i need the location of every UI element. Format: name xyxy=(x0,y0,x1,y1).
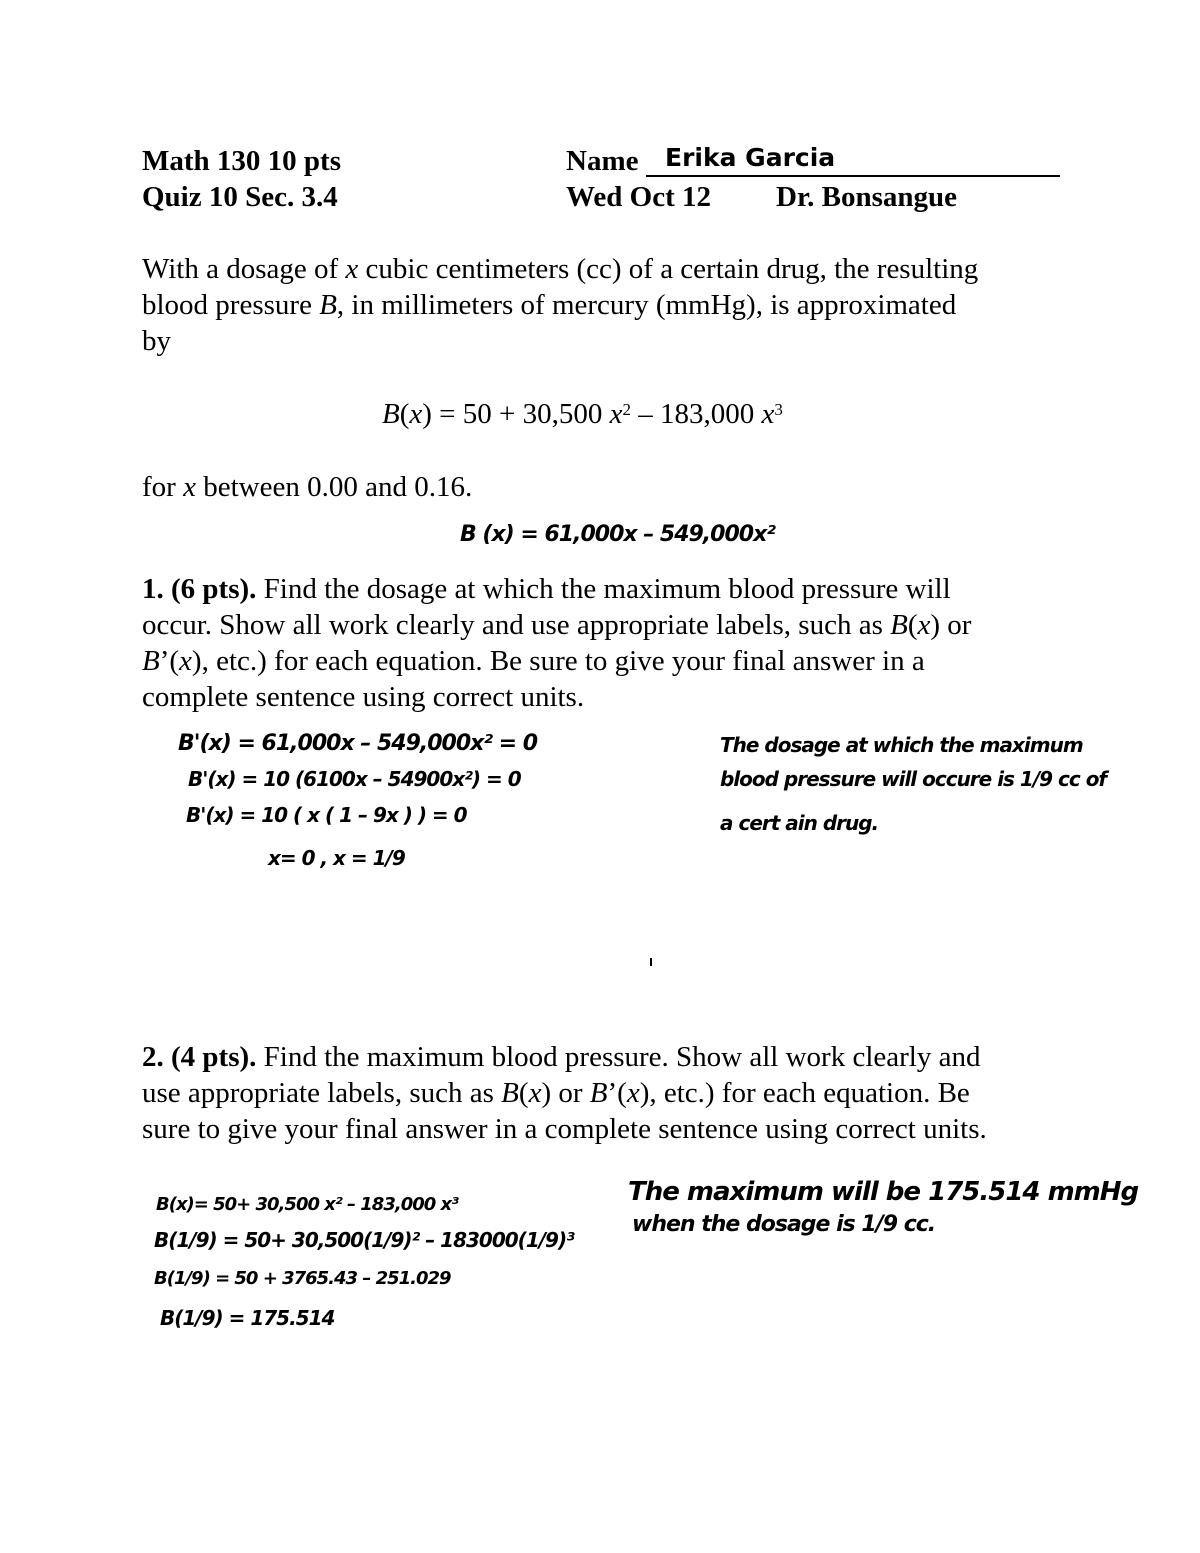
intro-line-1: With a dosage of x cubic centimeters (cc) of a certain drug, the resulting xyxy=(142,253,979,285)
q1-answer-line: The dosage at which the maximum xyxy=(720,733,1083,757)
question-2-line-1: 2. (4 pts). Find the maximum blood pressure. Show all work clearly and xyxy=(142,1041,981,1073)
intro-line-2: blood pressure B, in millimeters of mercury (mmHg), is approximated xyxy=(142,289,957,321)
q2-work-line: B(1/9) = 50+ 30,500(1/9)² – 183000(1/9)³ xyxy=(154,1228,574,1252)
q1-work-line: x= 0 , x = 1/9 xyxy=(268,846,405,870)
q2-work-line: B(x)= 50+ 30,500 x² – 183,000 x³ xyxy=(156,1194,459,1215)
question-1-line-2: occur. Show all work clearly and use appropriate labels, such as B(x) or xyxy=(142,609,972,641)
name-underline xyxy=(646,175,1060,177)
domain-statement: for x between 0.00 and 0.16. xyxy=(142,471,473,503)
q1-work-line: B'(x) = 10 (6100x – 54900x²) = 0 xyxy=(188,767,521,791)
quiz-date: Wed Oct 12 xyxy=(566,181,711,213)
question-1-line-3: B’(x), etc.) for each equation. Be sure to give your final answer in a xyxy=(142,645,925,677)
quiz-section: Quiz 10 Sec. 3.4 xyxy=(142,181,338,213)
q1-answer-line: blood pressure will occure is 1/9 cc of xyxy=(720,767,1107,791)
stray-mark xyxy=(650,958,652,966)
q1-work-line: B'(x) = 10 ( x ( 1 – 9x ) ) = 0 xyxy=(186,803,467,827)
handwritten-derivative: B (x) = 61,000x – 549,000x² xyxy=(460,522,775,547)
course-title: Math 130 10 pts xyxy=(142,145,341,177)
instructor: Dr. Bonsangue xyxy=(776,181,958,213)
q2-work-line: B(1/9) = 50 + 3765.43 – 251.029 xyxy=(154,1268,451,1289)
q2-work-line: B(1/9) = 175.514 xyxy=(160,1306,335,1330)
student-name: Erika Garcia xyxy=(665,143,836,172)
intro-line-3: by xyxy=(142,325,171,357)
q1-work-line: B'(x) = 61,000x – 549,000x² = 0 xyxy=(178,731,538,756)
name-label: Name xyxy=(566,145,639,177)
question-2-line-2: use appropriate labels, such as B(x) or B’(x), etc.) for each equation. Be xyxy=(142,1077,970,1109)
question-1-line-1: 1. (6 pts). Find the dosage at which the maximum blood pressure will xyxy=(142,573,951,605)
q1-answer-line: a cert ain drug. xyxy=(720,811,879,835)
question-1-line-4: complete sentence using correct units. xyxy=(142,681,585,713)
question-2-line-3: sure to give your final answer in a complete sentence using correct units. xyxy=(142,1113,987,1145)
q2-answer-line: when the dosage is 1/9 cc. xyxy=(632,1212,936,1237)
blood-pressure-equation: B(x) = 50 + 30,500 $x^2 - 183,000$ $x^3$ xyxy=(382,398,783,430)
q2-answer-line: The maximum will be 175.514 mmHg xyxy=(628,1177,1139,1207)
